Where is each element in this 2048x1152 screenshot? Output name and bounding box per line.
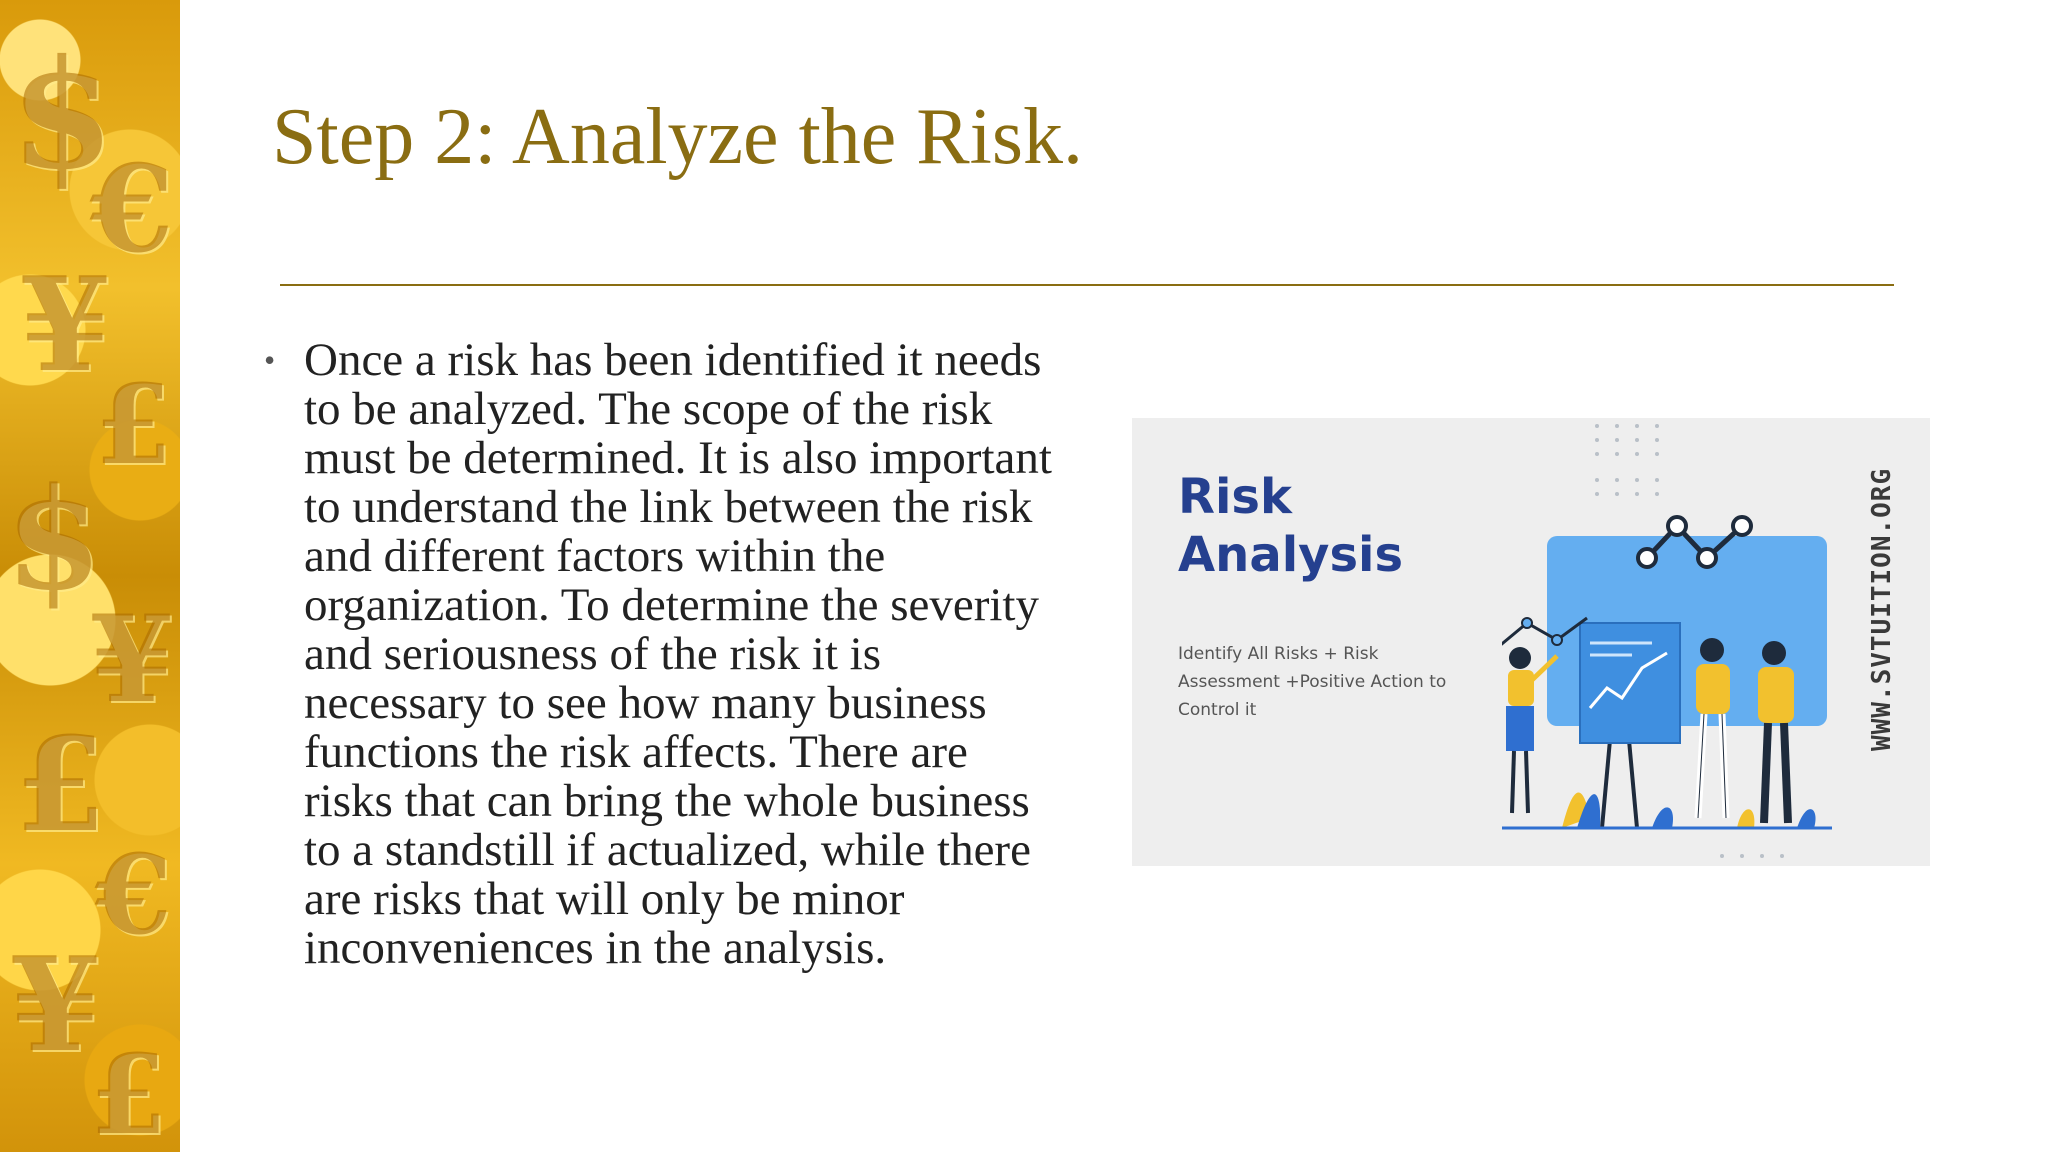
yen-glyph: ¥ [10, 928, 101, 1081]
bullet-list [262, 336, 1062, 973]
pound-glyph: £ [15, 708, 106, 861]
euro-glyph: € [95, 830, 172, 959]
trend-node [1698, 549, 1716, 567]
trend-node [1733, 517, 1751, 535]
image-title-line2: Analysis [1178, 527, 1404, 583]
foliage-decoration [1562, 793, 1816, 828]
gold-currency-strip [0, 0, 180, 1152]
yen-glyph: ¥ [90, 589, 174, 730]
presentation-board [1580, 623, 1680, 743]
yen-glyph: ¥ [20, 248, 111, 401]
dollar-glyph: $ [10, 27, 115, 203]
bullet-item [262, 336, 1062, 973]
person-analyst [1696, 638, 1730, 818]
pound-glyph: £ [95, 360, 172, 489]
image-watermark: WWW.SVTUITION.ORG [1867, 467, 1897, 751]
pound-glyph: £ [90, 1030, 167, 1152]
bullet-icon: • [264, 342, 276, 378]
person-manager [1758, 641, 1794, 823]
slide-title: Step 2: Analyze the Risk. [272, 93, 1084, 181]
image-title [1178, 468, 1403, 584]
euro-glyph: € [90, 139, 174, 280]
title-divider [280, 284, 1894, 286]
image-title-line1: Risk [1178, 469, 1292, 525]
bullet-text: Once a risk has been identified it needs to be analyzed. The scope of the risk must be determined. It is also important to understand the link between the risk and different factors within the organization. To determine the severity and seriousness of the risk it is necessary to see how many business functions the risk affects. There are risks that can bring the whole business to a standstill if actualized, while there are risks that will only be minor inconveniences in the analysis. [304, 334, 1052, 974]
risk-analysis-image [1132, 418, 1930, 866]
trend-node [1638, 549, 1656, 567]
trend-node [1668, 517, 1686, 535]
analysis-illustration [1502, 418, 1862, 866]
image-subtitle: Identify All Risks + Risk Assessment +Positive Action to Control it [1178, 644, 1447, 720]
dollar-glyph: $ [5, 458, 103, 622]
